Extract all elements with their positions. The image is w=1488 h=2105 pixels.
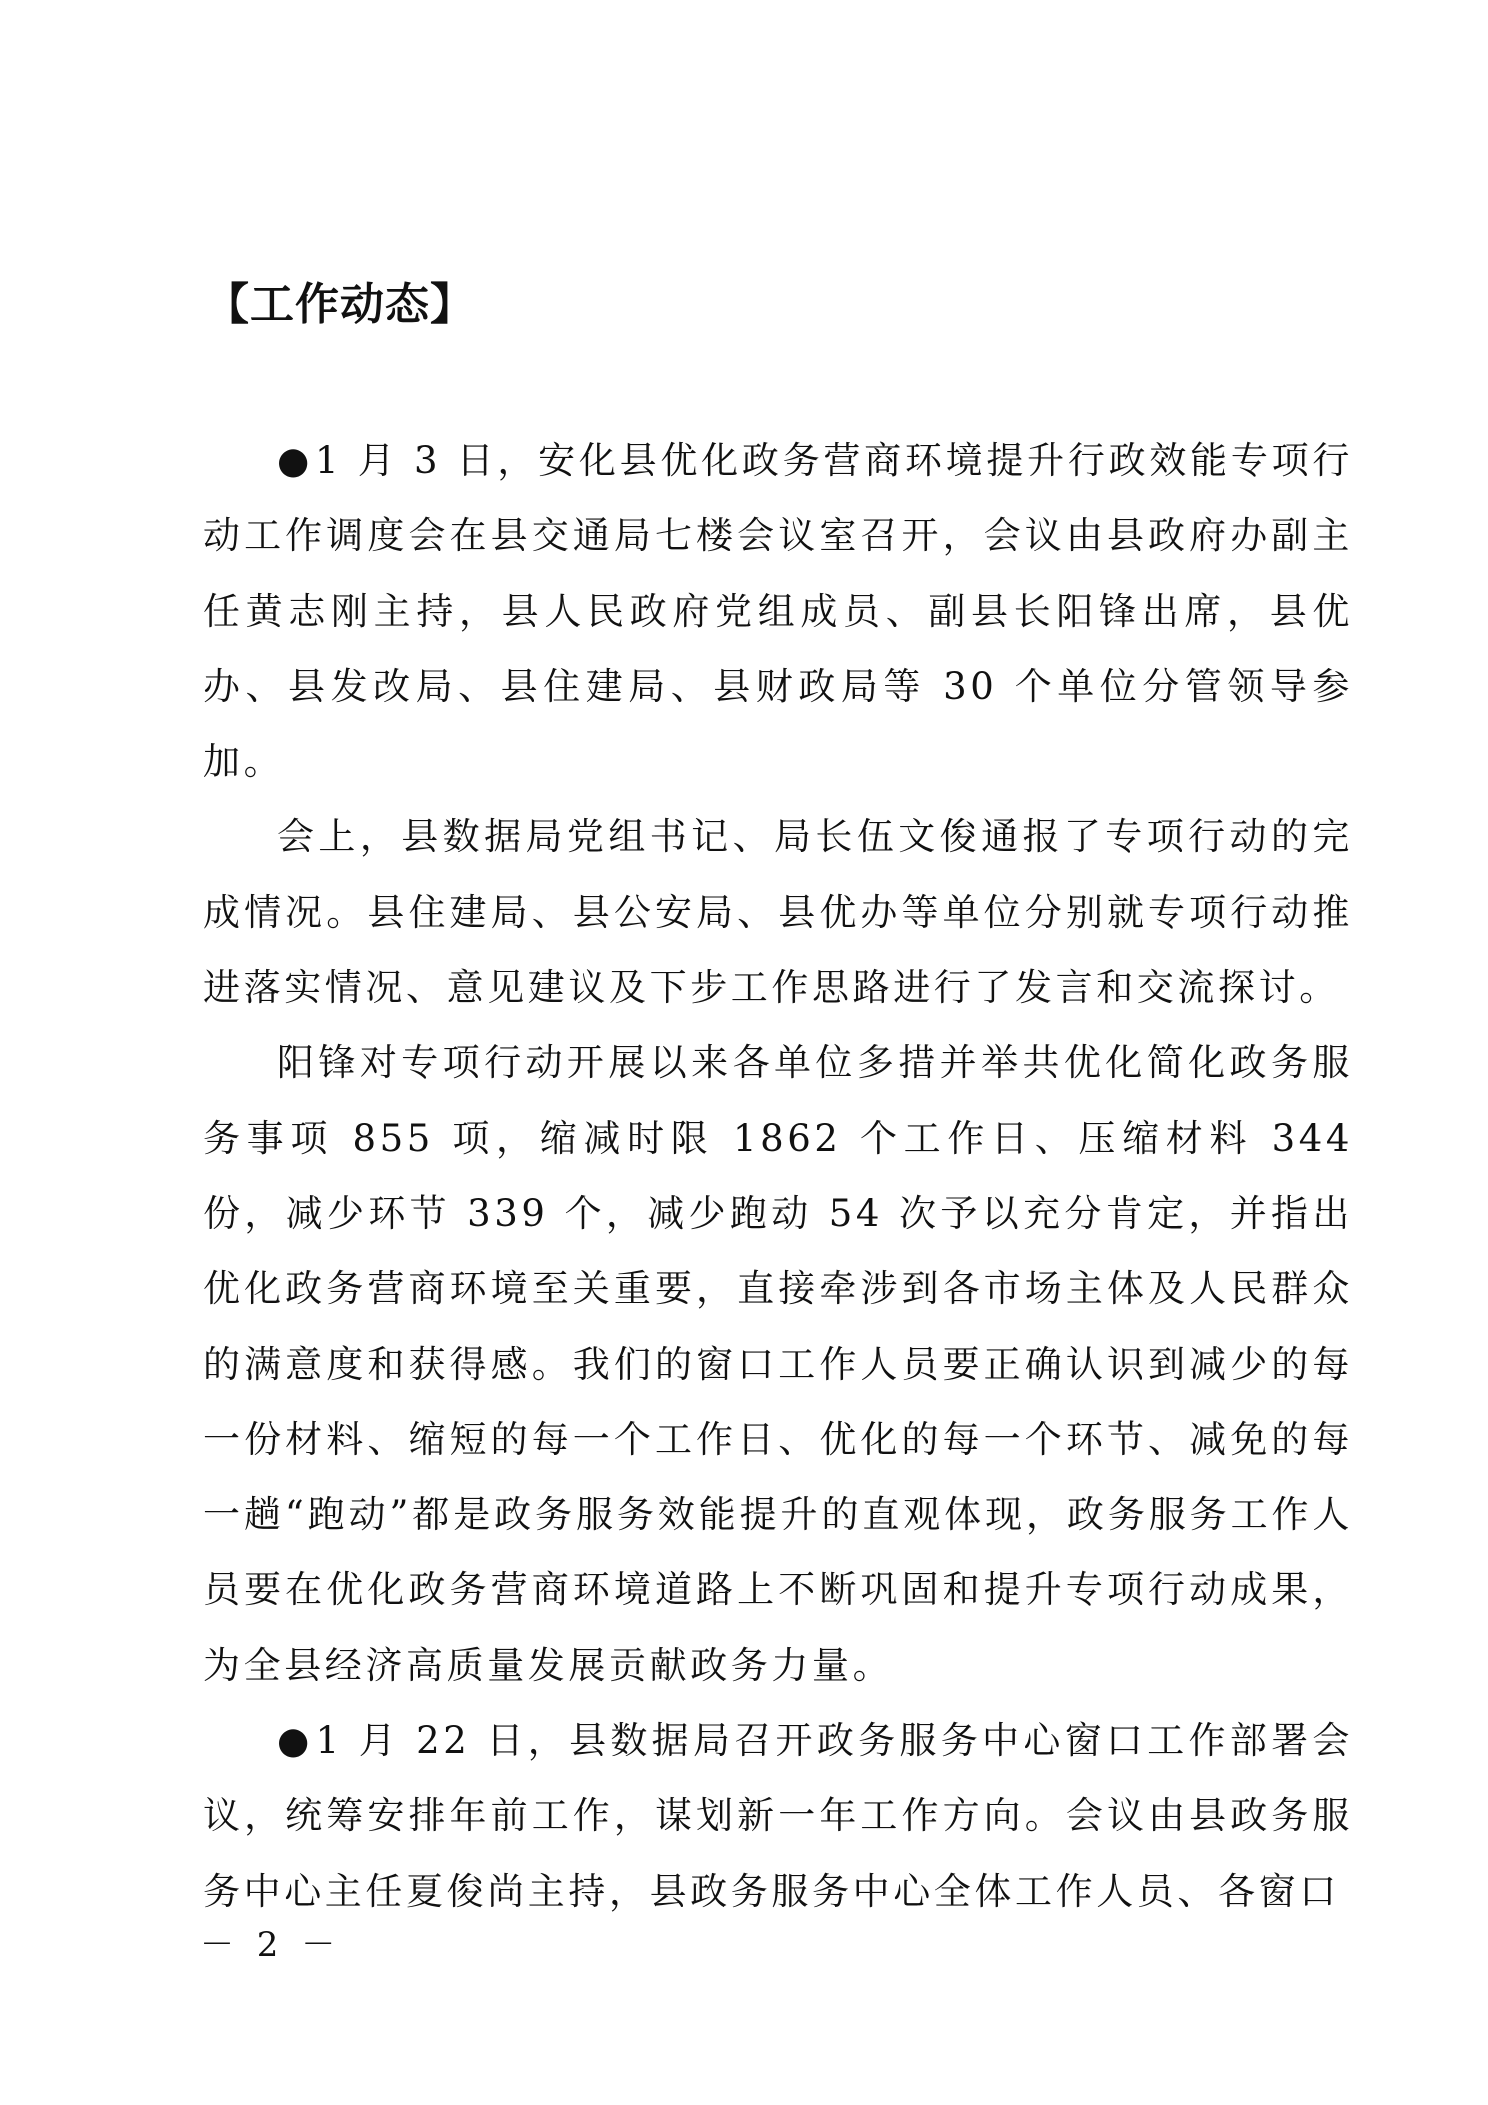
- page-number: － 2 －: [200, 1925, 342, 1965]
- paragraph-meeting-jan-22: ● 1 月 22 日，县数据局召开政务服务中心窗口工作部署会议，统筹安排年前工作，谋划新一年工作方向。会议由县政务服务中心主任夏俊尚主持，县政务服务中心全体工作人员、各窗口: [203, 1703, 1353, 1929]
- body-text: [203, 423, 1353, 1929]
- paragraph-report: 会上，县数据局党组书记、局长伍文俊通报了专项行动的完成情况。县住建局、县公安局、县优办等单位分别就专项行动推进落实情况、意见建议及下步工作思路进行了发言和交流探讨。: [203, 815, 1353, 1010]
- paragraph-meeting-jan-3: ● 1 月 3 日，安化县优化政务营商环境提升行政效能专项行动工作调度会在县交通局七楼会议室召开，会议由县政府办副主任黄志刚主持，县人民政府党组成员、副县长阳锋出席，县优办、县发改局、县住建局、县财政局等 30 个单位分管领导参加。: [203, 423, 1353, 799]
- paragraph-remarks: 阳锋对专项行动开展以来各单位多措并举共优化简化政务服务事项 855 项，缩减时限 1862 个工作日、压缩材料 344 份，减少环节 339 个，减少跑动 54 次予以充分肯定，并指出优化政务营商环境至关重要，直接牵涉到各市场主体及人民群众的满意度和获得感。我们的窗口工作人员要正确认识到减少的每一份材料、缩短的每一个工作日、优化的每一个环节、减免的每一趟“跑动”都是政务服务效能提升的直观体现，政务服务工作人员要在优化政务营商环境道路上不断巩固和提升专项行动成果，为全县经济高质量发展贡献政务力量。: [203, 1041, 1353, 1687]
- section-heading: 【工作动态】: [205, 279, 475, 330]
